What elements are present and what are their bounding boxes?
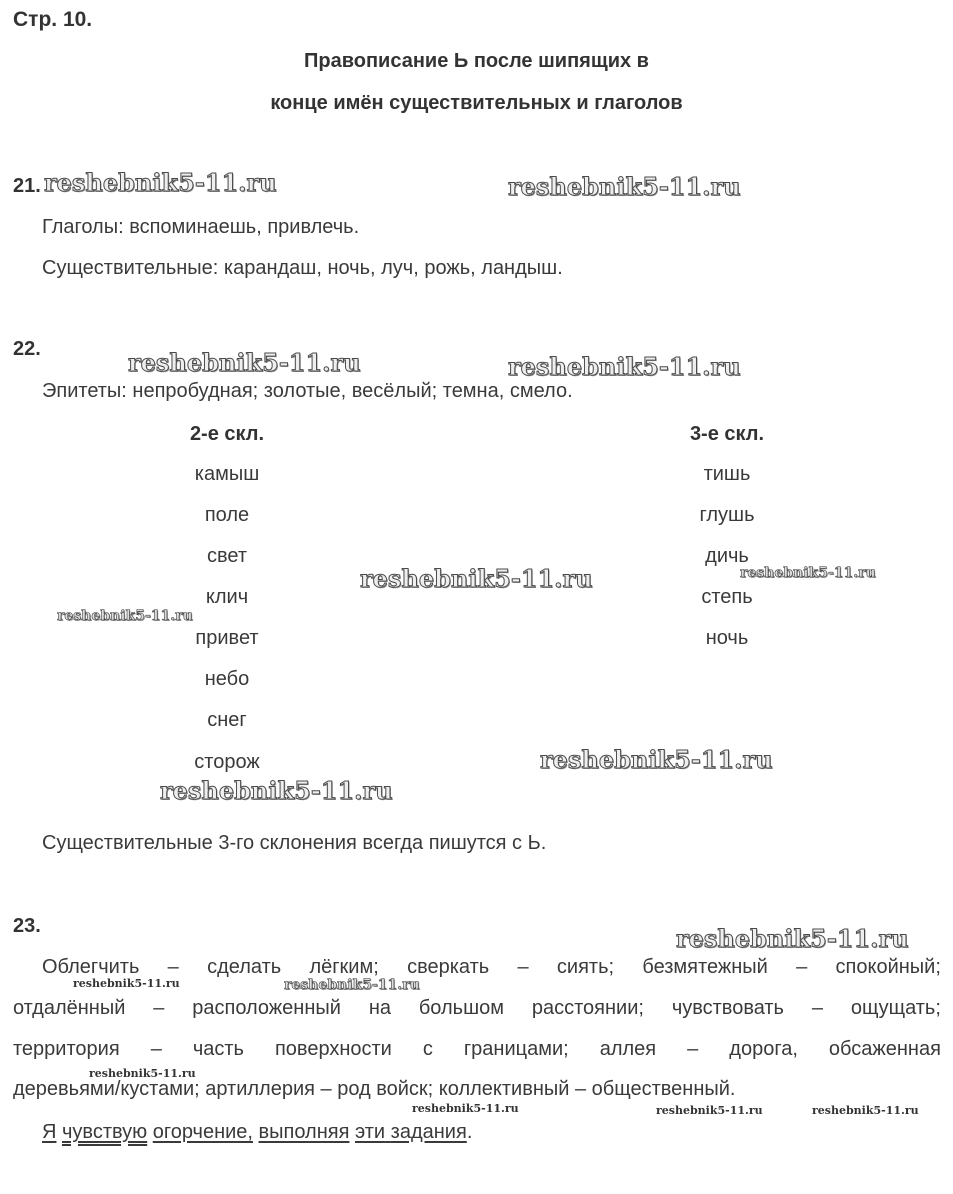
watermark: reshebnik5-11.ru (740, 565, 876, 581)
watermark: reshebnik5-11.ru (540, 745, 773, 774)
word: сделать (207, 956, 282, 978)
declension-2-header: 2-е скл. (189, 423, 265, 445)
exercise-22-conclusion: Существительные 3-го склонения всегда пишутся с Ь. (42, 832, 547, 854)
exercise-21-nouns: Существительные: карандаш, ночь, луч, рожь, ландыш. (42, 257, 563, 279)
watermark: reshebnik5-11.ru (89, 1067, 196, 1080)
watermark: reshebnik5-11.ru (360, 564, 593, 593)
word: часть (192, 1038, 244, 1060)
declension-2-word: привет (195, 627, 259, 649)
exercise-23-sentence (42, 1121, 472, 1144)
declension-2-word: сторож (194, 751, 260, 773)
word: поверхности (274, 1038, 392, 1060)
word: – (150, 1038, 162, 1060)
declension-3-header: 3-е скл. (689, 423, 765, 445)
exercise-22-number: 22. (13, 338, 41, 360)
declension-2-word: небо (204, 668, 250, 690)
watermark: reshebnik5-11.ru (284, 977, 420, 993)
word: обсаженная (828, 1038, 941, 1060)
sentence-word: эти (355, 1121, 386, 1143)
exercise-22-epithets: Эпитеты: непробудная; золотые, весёлый; темна, смело. (42, 380, 573, 402)
exercise-23-line-2 (13, 997, 941, 1020)
word: – (687, 1038, 699, 1060)
declension-3-word: степь (701, 586, 753, 608)
declension-2-word: снег (207, 709, 247, 731)
declension-3-word: тишь (703, 463, 751, 485)
page-label: Стр. 10. (13, 8, 93, 31)
section-title-line-1: Правописание Ь после шипящих в (304, 50, 649, 72)
declension-2-word: камыш (194, 463, 260, 485)
sentence-word: огорчение, (152, 1121, 253, 1143)
watermark: reshebnik5-11.ru (812, 1104, 919, 1117)
declension-3-word: ночь (705, 627, 749, 649)
declension-2-word: свет (206, 545, 248, 567)
watermark: reshebnik5-11.ru (57, 608, 193, 624)
word: – (796, 956, 808, 978)
word: – (517, 956, 529, 978)
sentence-end: . (466, 1121, 473, 1143)
word: расстоянии; (531, 997, 644, 1019)
watermark: reshebnik5-11.ru (73, 977, 180, 990)
exercise-23-line-4: деревьями/кустами; артиллерия – род войск; коллективный – общественный. (13, 1078, 736, 1100)
word: аллея (599, 1038, 657, 1060)
word: – (153, 997, 165, 1019)
declension-3-word: глушь (699, 504, 755, 526)
watermark: reshebnik5-11.ru (160, 776, 393, 805)
sentence-word: задания (390, 1121, 467, 1143)
declension-2-word: поле (204, 504, 250, 526)
watermark: reshebnik5-11.ru (44, 168, 277, 197)
word: – (811, 997, 823, 1019)
declension-3-word: дичь (705, 545, 749, 567)
sentence-word: выполняя (258, 1121, 350, 1143)
watermark: reshebnik5-11.ru (128, 348, 361, 377)
word: чувствовать (671, 997, 784, 1019)
exercise-21-verbs: Глаголы: вспоминаешь, привлечь. (42, 216, 360, 238)
word: территория (13, 1038, 120, 1060)
word: дорога, (729, 1038, 798, 1060)
word: границами; (463, 1038, 569, 1060)
word: безмятежный (642, 956, 768, 978)
word: отдалённый (13, 997, 126, 1019)
word: расположенный (192, 997, 341, 1019)
word: на (368, 997, 391, 1019)
word: лёгким; (309, 956, 379, 978)
word: спокойный; (835, 956, 941, 978)
exercise-23-line-3 (13, 1038, 941, 1061)
watermark: reshebnik5-11.ru (508, 352, 741, 381)
word: Облегчить (42, 956, 140, 978)
section-title-line-2: конце имён существительных и глаголов (270, 92, 683, 114)
exercise-23-line-1 (13, 956, 941, 979)
watermark: reshebnik5-11.ru (656, 1104, 763, 1117)
watermark: reshebnik5-11.ru (508, 172, 741, 201)
subject-word: Я (42, 1121, 57, 1143)
exercise-21-number: 21. (13, 175, 41, 197)
word: большом (418, 997, 504, 1019)
exercise-23-number: 23. (13, 915, 41, 937)
watermark: reshebnik5-11.ru (412, 1102, 519, 1115)
word: сиять; (556, 956, 615, 978)
watermark: reshebnik5-11.ru (676, 924, 909, 953)
declension-2-word: клич (205, 586, 249, 608)
word: с (422, 1038, 433, 1060)
predicate-word: чувствую (62, 1121, 148, 1143)
word: ощущать; (850, 997, 941, 1019)
word: сверкать (407, 956, 490, 978)
word: – (167, 956, 179, 978)
